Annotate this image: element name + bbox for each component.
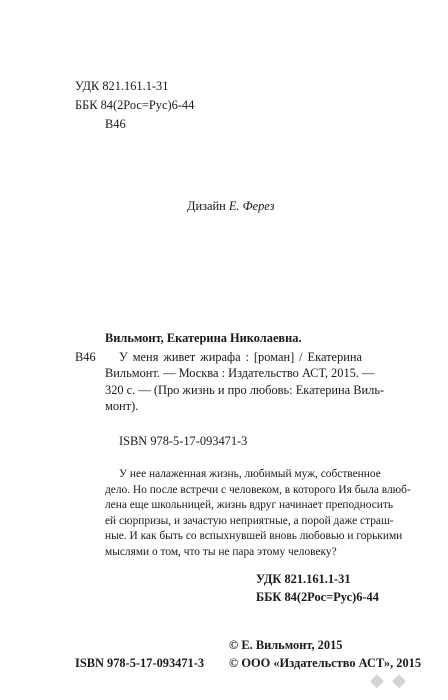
bib-line: У меня живет жирафа : [роман] / Екатерина	[119, 350, 362, 364]
copyright-author: © Е. Вильмонт, 2015	[229, 638, 343, 652]
entry-isbn: ISBN 978-5-17-093471-3	[119, 434, 248, 448]
entry-bbk: ББК 84(2Рос=Рус)6-44	[256, 590, 379, 604]
annotation-line: дело. Но после встречи с человеком, в которого Ия была влюб-	[105, 483, 411, 496]
bibliographic-description	[105, 349, 385, 415]
annotation-line: ные. И как быть со вспыхнувшей вновь любовью и горькими	[105, 530, 403, 543]
entry-udk: УДК 821.161.1-31	[256, 572, 351, 586]
footer-isbn: ISBN 978-5-17-093471-3	[75, 656, 205, 670]
author-mark: В46	[105, 117, 126, 131]
annotation	[105, 467, 411, 561]
annotation-line: ей сюрпризы, и зачастую неприятные, а порой даже страш-	[105, 514, 394, 527]
annotation-line: У нее налаженная жизнь, любимый муж, собственное	[119, 468, 381, 480]
bbk-code: ББК 84(2Рос=Рус)6-44	[75, 98, 195, 112]
watermark-glyph: ◆ ◆	[370, 670, 407, 691]
entry-author-mark: В46	[75, 350, 96, 364]
publisher-watermark	[368, 664, 438, 694]
bib-line: Вильмонт. — Москва : Издательство АСТ, 2015. —	[105, 366, 375, 381]
bib-line: монт).	[105, 399, 139, 414]
designer-name: Е. Ферез	[228, 199, 275, 213]
design-label: Дизайн	[187, 199, 226, 213]
design-credit	[187, 198, 274, 214]
udk-code: УДК 821.161.1-31	[75, 79, 169, 93]
copyright-publisher: © ООО «Издательство АСТ», 2015	[229, 656, 422, 670]
entry-author: Вильмонт, Екатерина Николаевна.	[105, 331, 302, 345]
annotation-line: лена еще школьницей, жизнь вдруг начинает преподносить	[105, 499, 394, 512]
bib-line: 320 с. — (Про жизнь и про любовь: Екатерина Виль-	[105, 382, 385, 397]
annotation-line: мыслями о том, что ты не пара этому человеку?	[105, 545, 337, 558]
